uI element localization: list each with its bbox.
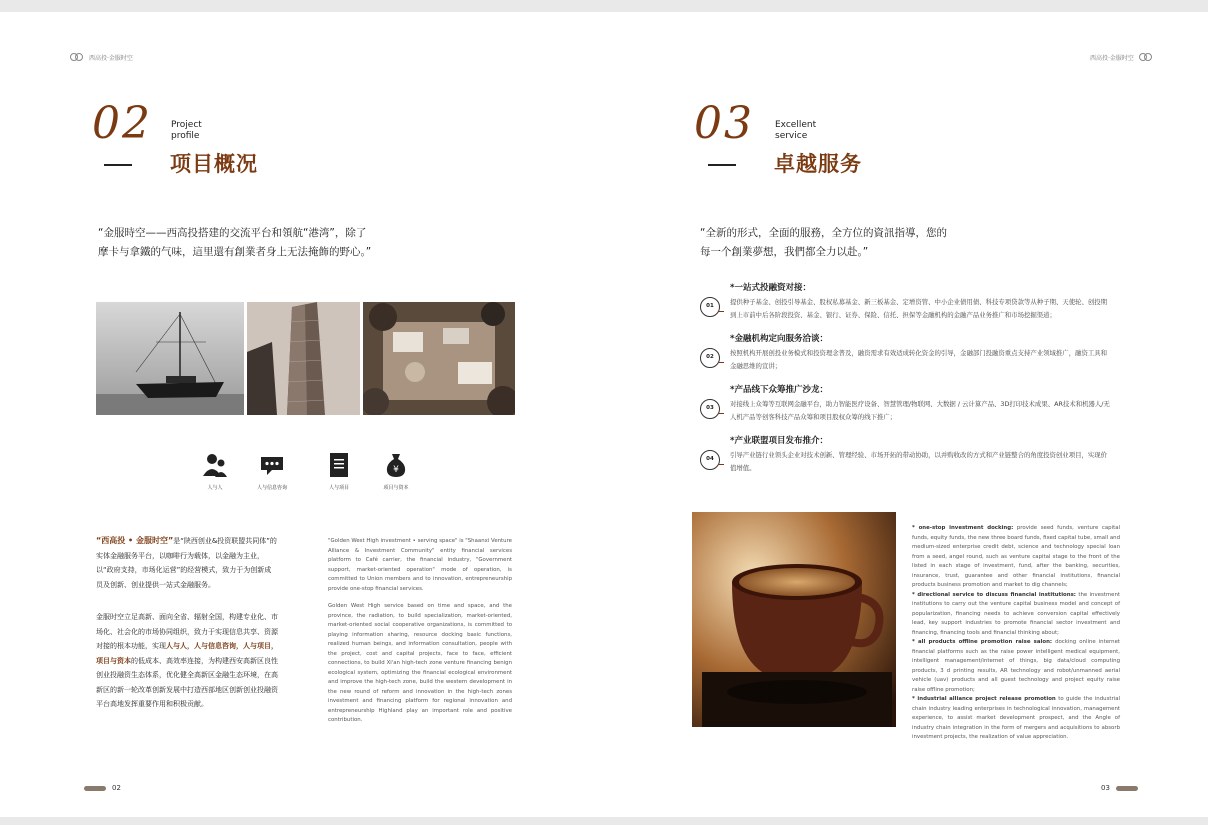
section-number: 03 xyxy=(694,98,754,149)
quote-line1: “金服時空——西高投搭建的交流平台和領航“港湾”，除了 xyxy=(98,227,367,239)
en-service-heading: * all products offline promotion raise salon: xyxy=(912,639,1053,645)
title-en-line2: service xyxy=(775,131,808,141)
service-item xyxy=(700,333,1110,372)
service-heading: *一站式投融资对接： xyxy=(730,283,811,293)
icon-item xyxy=(242,452,302,491)
en-service-text: provide seed funds, venture capital funds, equity funds, the new three board funds, fixed capital tube, small and medium-sized enterprise credit debt, science and technology special loan from a seed, angel round, such as venture capital stage to the front of the listed in each stage of investment, fund, after the banking, securities, insurance, trust, guarantee and other financial institutions, financial products business promotion and market to dig channels; xyxy=(912,525,1121,588)
section-title-en xyxy=(171,120,231,142)
body-text-after: 的低成本、高效率连接，为构建西安高新区良性创业投融资生态体系，优化健全高新区金融生态环境，在高新区的新一轮改革创新发展中打造西部地区创新创业投融资平台高地发挥重要作用和积极贡献。 xyxy=(96,656,278,708)
service-heading: *产业联盟项目发布推介： xyxy=(730,436,828,446)
service-number-badge: 01 xyxy=(700,297,720,317)
en-service-item xyxy=(912,591,1120,639)
quote-line2: 摩卡与拿鐵的气味，這里還有創業者身上无法掩飾的野心。” xyxy=(98,246,372,258)
quote-line1: “全新的形式，全面的服務，全方位的資訊指導，您的 xyxy=(700,227,947,239)
service-item xyxy=(700,282,1110,321)
section-title-cn: 项目概况 xyxy=(170,152,258,176)
sailboat-photo xyxy=(96,302,244,415)
service-item xyxy=(700,384,1110,423)
quote-line2: 每一个創業夢想，我們都全力以赴。” xyxy=(700,246,869,258)
en-service-heading: * directional service to discuss financial institutions: xyxy=(912,591,1076,598)
en-service-text: to guide the industrial chain industry leading enterprises in technological innovation, management experience, to assist market development prospect, and the Angle of industry chain integration in the form of mergers and acquisitions to absorb investment projects, the realization of value appreciation. xyxy=(912,696,1121,740)
intro-quote xyxy=(98,224,388,262)
header-logo-left xyxy=(70,52,133,62)
chat-icon xyxy=(260,452,284,478)
intro-text: 是“陕西创业&投资联盟共同体”的实体金融服务平台，以咖啡行为载体，以金融为主业，以“政府支持，市场化运营”的经营模式，致力于为创新成员及创新、创业提供一站式金融服务。 xyxy=(96,537,277,589)
service-desc: 按照机构开展创投业务模式和投资理念普及，融资需求有效适成转化资金的引导，金融部门投融资重点支持产业领域推广，融资工具和金融思维的宣讲； xyxy=(730,349,1108,370)
section-number: 02 xyxy=(92,98,152,149)
en-service-item xyxy=(912,524,1120,591)
icon-label: 人与项目 xyxy=(328,485,349,491)
en-service-item xyxy=(912,638,1120,695)
service-number-badge: 04 xyxy=(700,450,720,470)
en-service-heading: * industrial alliance project release promotion xyxy=(912,696,1056,702)
icon-item xyxy=(366,452,426,491)
svg-text:¥: ¥ xyxy=(393,465,399,475)
en-paragraph-1: "Golden West High investment • serving space" is "Shaanxi Venture Alliance & Investment Community" entity financial services platform to Café carrier, the financial industry, "Government support, market-oriented operation" mode of operation, is committed to Union members and to innovation, entrepreneurship provide one-stop financial services. xyxy=(328,538,512,592)
footer-bar xyxy=(84,786,106,791)
document-icon xyxy=(327,452,351,478)
money-bag-icon xyxy=(384,452,408,478)
meeting-photo xyxy=(363,302,515,415)
service-item xyxy=(700,435,1110,474)
title-dash xyxy=(104,164,132,166)
en-services xyxy=(912,524,1120,743)
left-page xyxy=(0,12,604,817)
icon-item xyxy=(309,452,369,491)
services-list xyxy=(700,282,1110,486)
logo-rings-icon xyxy=(1139,52,1153,62)
title-en-line1: Project xyxy=(171,120,202,130)
en-service-item xyxy=(912,695,1120,743)
section-title-en xyxy=(775,120,835,142)
intro-highlight: “西高投 • 金服时空” xyxy=(96,536,174,545)
body-highlight: 人与人，人与信息咨询，人与项目，项目与资本 xyxy=(96,642,278,665)
en-service-text: the investment institutions to carry out the venture capital business model and concept of popularization, financing needs to achieve conversion capital effectively lead, key support industries to promote financial sector investment and financing, financing tools and financial thinking about; xyxy=(912,591,1120,636)
skyscraper-photo xyxy=(247,302,360,415)
service-heading: *金融机构定向服务洽谈： xyxy=(730,334,828,344)
service-number-badge: 03 xyxy=(700,399,720,419)
icon-label: 人与人 xyxy=(207,485,223,491)
people-icon xyxy=(203,452,227,478)
icon-label: 人与信息咨询 xyxy=(256,485,287,491)
service-number-badge: 02 xyxy=(700,348,720,368)
title-dash xyxy=(708,164,736,166)
page-number: 02 xyxy=(112,784,121,792)
en-service-heading: * one-stop investment docking: xyxy=(912,525,1014,531)
brand-name: 西高投·金服时空 xyxy=(1090,54,1134,62)
right-page xyxy=(604,12,1208,817)
connection-icons xyxy=(196,452,426,512)
section-title-cn: 卓越服务 xyxy=(774,152,862,176)
service-desc: 对接线上众筹等互联网金融平台，助力智能医疗设备、智慧管理/物联网、大数据 / 云计算产品、3D打印技术成果、AR技术和机器人/无人机产品等创客科技产品众筹和项目股权众筹的线下推广； xyxy=(730,400,1110,421)
intro-paragraph xyxy=(96,534,278,592)
en-service-text: docking online internet financial platforms such as the raise power intelligent medical equipment, intelligent management/internet of things, big data/cloud computing products, 3 d printing results, AR technology and robot/unmanned aerial vehicle (uav) products and all guest technology and project equity raise raise offline promotion; xyxy=(912,639,1120,693)
logo-rings-icon xyxy=(70,52,84,62)
coffee-photo xyxy=(692,512,896,727)
brand-name: 西高投·金服时空 xyxy=(89,54,133,62)
icon-label: 项目与资本 xyxy=(383,485,409,491)
en-paragraph-2: Golden West High service based on time and space, and the province, the radiation, to build specialization, market-oriented, market-oriented social cooperative organizations, is committed to playing information sharing, resource docking basic functions, realized human beings, and information consultation, people with the project, cost and capital projects, face to face, efficient connections, to build Xi'an high-tech zone venture financing benign ecological system, optimizing the financial ecological environment and improve the high-tech zone, build the western development in the new round of reform and innovation in the high-tech zones investment and financing platform for regional innovation and entrepreneurship Highland play an important role and positive contribution. xyxy=(328,603,512,723)
title-en-line1: Excellent xyxy=(775,120,817,130)
header-logo-right xyxy=(1090,52,1153,62)
footer-bar xyxy=(1116,786,1138,791)
service-heading: *产品线下众筹推广沙龙： xyxy=(730,385,828,395)
intro-quote xyxy=(700,224,990,262)
service-desc: 引导产业链行业领头企业对技术创新、管理经验、市场开拓的带动协助，以并购收改的方式和产业链整合的角度投资创业项目，实现价值增值。 xyxy=(730,451,1108,472)
service-desc: 提供种子基金、创投引导基金、股权私募基金、新三板基金、定增资管、中小企业债用债、科技专项贷款等从种子期、天使轮、创投期到上市前中后各阶段投资、基金、银行、证券、保险、信托、担保等金融机构的金融产品业务推广和市场挖掘渠道； xyxy=(730,298,1108,319)
icon-item xyxy=(185,452,245,491)
body-paragraph xyxy=(96,610,278,712)
body-text-before: 金服时空立足高新、面向全省、辐射全国，构建专业化、市场化、社会化的市场协同组织，致力于实现信息共享、资源对接的根本功能，实现 xyxy=(96,613,278,650)
page-number: 03 xyxy=(1101,784,1110,792)
title-en-line2: profile xyxy=(171,131,200,141)
